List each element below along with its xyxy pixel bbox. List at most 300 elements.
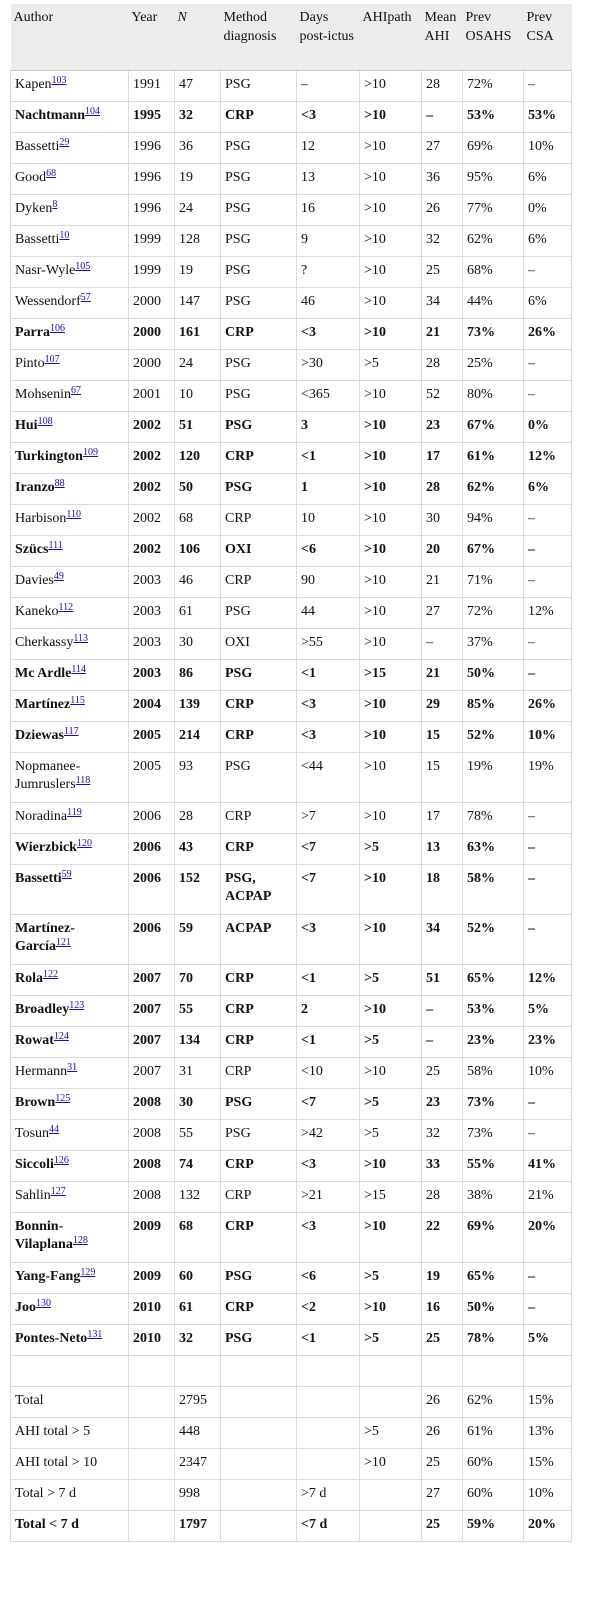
mean-ahi-cell xyxy=(422,505,463,536)
prev-osahs-text: 58% xyxy=(467,871,495,886)
reference-link[interactable]: 8 xyxy=(52,199,58,210)
method-text: CRP xyxy=(225,1002,254,1017)
reference-link[interactable]: 117 xyxy=(64,726,79,737)
prev-csa-cell xyxy=(524,865,572,915)
prev-osahs-cell xyxy=(463,996,524,1027)
days-text: <3 xyxy=(301,1219,316,1234)
n-text: 51 xyxy=(179,418,193,433)
prev-csa-cell xyxy=(524,834,572,865)
ahipath-text: >10 xyxy=(364,1002,386,1017)
method-cell xyxy=(221,1213,297,1263)
author-text: Sahlin xyxy=(15,1188,51,1203)
ahipath-cell xyxy=(360,319,422,350)
year-text: 2002 xyxy=(133,511,161,526)
days-text: – xyxy=(301,77,308,92)
prev-osahs-text: 73% xyxy=(467,1095,495,1110)
mean-ahi-cell xyxy=(422,1089,463,1120)
reference-link[interactable]: 88 xyxy=(54,478,65,489)
author-text: Szücs xyxy=(15,542,49,557)
ahipath-text: >10 xyxy=(364,232,386,247)
n-text: 30 xyxy=(179,635,193,650)
year-text: 1996 xyxy=(133,139,161,154)
prev-osahs-text: 68% xyxy=(467,263,493,278)
days-text: <1 xyxy=(301,666,316,681)
prev-csa-text: – xyxy=(528,1126,535,1141)
n-text: 50 xyxy=(179,480,193,495)
table-row xyxy=(11,691,572,722)
table-row xyxy=(11,1449,572,1480)
mean-ahi-cell xyxy=(422,381,463,412)
days-cell xyxy=(297,1356,360,1387)
reference-link[interactable]: 103 xyxy=(51,75,67,86)
mean-ahi-cell xyxy=(422,1387,463,1418)
table-row xyxy=(11,71,572,102)
author-cell xyxy=(11,1213,129,1263)
prev-csa-text: 6% xyxy=(528,170,547,185)
table-row xyxy=(11,474,572,505)
n-cell xyxy=(175,102,221,133)
mean-ahi-text: 17 xyxy=(426,449,440,464)
prev-osahs-cell xyxy=(463,1387,524,1418)
days-cell xyxy=(297,164,360,195)
reference-link[interactable]: 125 xyxy=(55,1093,71,1104)
n-cell xyxy=(175,1511,221,1542)
year-cell xyxy=(129,1027,175,1058)
reference-link[interactable]: 106 xyxy=(49,323,65,334)
year-cell xyxy=(129,1263,175,1294)
mean-ahi-text: 25 xyxy=(426,263,440,278)
method-text: PSG xyxy=(225,170,251,185)
prev-csa-text: 6% xyxy=(528,294,547,309)
prev-csa-cell xyxy=(524,1058,572,1089)
prev-csa-text: 10% xyxy=(528,1486,554,1501)
ahipath-text: >10 xyxy=(364,573,386,588)
year-cell xyxy=(129,660,175,691)
ahipath-text: >10 xyxy=(364,325,386,340)
mean-ahi-cell xyxy=(422,865,463,915)
days-cell xyxy=(297,691,360,722)
reference-link[interactable]: 128 xyxy=(72,1235,88,1246)
ahipath-text: >15 xyxy=(364,1188,386,1203)
reference-link[interactable]: 104 xyxy=(85,106,101,117)
table-row xyxy=(11,965,572,996)
mean-ahi-cell xyxy=(422,474,463,505)
prev-csa-text: – xyxy=(528,1300,535,1315)
method-text: CRP xyxy=(225,1219,254,1234)
mean-ahi-text: 15 xyxy=(426,759,440,774)
table-row xyxy=(11,865,572,915)
n-text: 70 xyxy=(179,971,193,986)
table-row xyxy=(11,1480,572,1511)
days-cell xyxy=(297,381,360,412)
table-row xyxy=(11,257,572,288)
days-cell xyxy=(297,226,360,257)
method-text: CRP xyxy=(225,511,252,526)
author-text: Yang-Fang xyxy=(15,1269,81,1284)
prev-csa-cell xyxy=(524,71,572,102)
reference-link[interactable]: 122 xyxy=(43,969,58,980)
n-text: 32 xyxy=(179,108,193,123)
n-cell xyxy=(175,1449,221,1480)
author-text: Bassetti xyxy=(15,139,60,154)
reference-link[interactable]: 118 xyxy=(75,775,91,786)
days-text: <7 xyxy=(301,1095,316,1110)
reference-link[interactable]: 131 xyxy=(87,1329,103,1340)
year-text: 1999 xyxy=(133,232,161,247)
table-row xyxy=(11,536,572,567)
prev-osahs-cell xyxy=(463,865,524,915)
n-text: 161 xyxy=(179,325,200,340)
prev-csa-cell xyxy=(524,505,572,536)
header-prev-csa: Prev CSA xyxy=(524,4,572,71)
author-text: Dziewas xyxy=(15,728,64,743)
days-text: ? xyxy=(301,263,308,278)
prev-csa-cell xyxy=(524,1182,572,1213)
author-cell xyxy=(11,1263,129,1294)
n-text: 152 xyxy=(179,871,200,886)
year-text: 1999 xyxy=(133,263,161,278)
table-row xyxy=(11,288,572,319)
ahipath-cell xyxy=(360,915,422,965)
n-text: 10 xyxy=(179,387,193,402)
prev-osahs-cell xyxy=(463,1356,524,1387)
author-text: Total xyxy=(15,1393,44,1408)
reference-link[interactable]: 119 xyxy=(67,807,82,818)
n-cell xyxy=(175,133,221,164)
ahipath-cell xyxy=(360,1151,422,1182)
mean-ahi-text: 34 xyxy=(426,294,440,309)
ahipath-cell xyxy=(360,996,422,1027)
prev-osahs-text: 65% xyxy=(467,1269,495,1284)
ahipath-cell xyxy=(360,691,422,722)
year-text: 1996 xyxy=(133,201,161,216)
prev-osahs-cell xyxy=(463,1151,524,1182)
prev-csa-text: 6% xyxy=(528,232,547,247)
year-text: 2004 xyxy=(133,697,161,712)
author-cell xyxy=(11,691,129,722)
year-text: 2005 xyxy=(133,759,161,774)
prev-osahs-cell xyxy=(463,474,524,505)
prev-osahs-cell xyxy=(463,226,524,257)
mean-ahi-text: 34 xyxy=(426,921,440,936)
reference-link[interactable]: 123 xyxy=(69,1000,85,1011)
method-cell xyxy=(221,1151,297,1182)
mean-ahi-cell xyxy=(422,1182,463,1213)
mean-ahi-cell xyxy=(422,1213,463,1263)
n-cell xyxy=(175,1294,221,1325)
year-cell xyxy=(129,1213,175,1263)
mean-ahi-cell xyxy=(422,803,463,834)
method-text: PSG xyxy=(225,1269,253,1284)
year-cell xyxy=(129,443,175,474)
table-body xyxy=(11,71,572,1542)
reference-link[interactable]: 31 xyxy=(67,1062,78,1073)
prev-osahs-cell xyxy=(463,803,524,834)
mean-ahi-text: 28 xyxy=(426,356,440,371)
ahipath-cell xyxy=(360,381,422,412)
mean-ahi-cell xyxy=(422,102,463,133)
prev-osahs-text: 69% xyxy=(467,139,493,154)
prev-osahs-text: 52% xyxy=(467,921,495,936)
days-text: <7 xyxy=(301,840,316,855)
n-cell xyxy=(175,1325,221,1356)
prev-csa-text: – xyxy=(528,840,535,855)
reference-link[interactable]: 107 xyxy=(44,354,60,365)
ahipath-cell xyxy=(360,257,422,288)
year-text: 2008 xyxy=(133,1126,161,1141)
prev-csa-text: 15% xyxy=(528,1393,554,1408)
author-text: Davies xyxy=(15,573,54,588)
author-text: Kaneko xyxy=(15,604,59,619)
prev-csa-text: 19% xyxy=(528,759,554,774)
reference-link[interactable]: 59 xyxy=(61,869,72,880)
mean-ahi-text: – xyxy=(426,1033,433,1048)
n-text: 68 xyxy=(179,1219,193,1234)
n-text: 24 xyxy=(179,201,193,216)
year-text: 2002 xyxy=(133,542,161,557)
days-cell xyxy=(297,505,360,536)
prev-csa-text: 20% xyxy=(528,1219,556,1234)
prev-csa-text: – xyxy=(528,356,535,371)
reference-link[interactable]: 10 xyxy=(59,230,70,241)
table-row xyxy=(11,1263,572,1294)
reference-link[interactable]: 124 xyxy=(53,1031,69,1042)
year-cell xyxy=(129,1058,175,1089)
author-cell xyxy=(11,350,129,381)
method-text: CRP xyxy=(225,449,254,464)
method-cell xyxy=(221,996,297,1027)
author-text: Pinto xyxy=(15,356,45,371)
author-cell xyxy=(11,226,129,257)
ahipath-text: >10 xyxy=(364,759,386,774)
mean-ahi-cell xyxy=(422,691,463,722)
reference-link[interactable]: 105 xyxy=(75,261,91,272)
mean-ahi-text: 13 xyxy=(426,840,440,855)
ahipath-cell xyxy=(360,1058,422,1089)
author-cell xyxy=(11,1356,129,1387)
reference-link[interactable]: 126 xyxy=(53,1155,69,1166)
mean-ahi-cell xyxy=(422,443,463,474)
n-text: 43 xyxy=(179,840,193,855)
method-text: PSG, ACPAP xyxy=(225,871,272,904)
author-text: Wessendorf xyxy=(15,294,81,309)
ahipath-cell xyxy=(360,629,422,660)
year-cell xyxy=(129,965,175,996)
n-text: 214 xyxy=(179,728,200,743)
table-row xyxy=(11,1120,572,1151)
reference-link[interactable]: 113 xyxy=(73,633,88,644)
ahipath-text: >10 xyxy=(364,604,386,619)
reference-link[interactable]: 121 xyxy=(55,937,71,948)
mean-ahi-cell xyxy=(422,660,463,691)
reference-link[interactable]: 68 xyxy=(46,168,57,179)
mean-ahi-cell xyxy=(422,226,463,257)
method-cell xyxy=(221,803,297,834)
prev-csa-text: – xyxy=(528,263,535,278)
method-text: PSG xyxy=(225,77,251,92)
method-text: CRP xyxy=(225,573,252,588)
ahipath-text: >10 xyxy=(364,449,386,464)
author-text: Cherkassy xyxy=(15,635,74,650)
ahipath-cell xyxy=(360,350,422,381)
n-cell xyxy=(175,1480,221,1511)
days-text: <3 xyxy=(301,1157,316,1172)
n-text: 134 xyxy=(179,1033,200,1048)
days-cell xyxy=(297,629,360,660)
reference-link[interactable]: 115 xyxy=(70,695,85,706)
days-text: >7 d xyxy=(301,1486,327,1501)
days-text: 3 xyxy=(301,418,308,433)
prev-osahs-cell xyxy=(463,691,524,722)
method-cell xyxy=(221,691,297,722)
reference-link[interactable]: 110 xyxy=(66,509,81,520)
prev-csa-text: 5% xyxy=(528,1002,549,1017)
prev-osahs-text: 58% xyxy=(467,1064,493,1079)
ahipath-cell xyxy=(360,474,422,505)
prev-csa-text: 10% xyxy=(528,1064,554,1079)
mean-ahi-text: 25 xyxy=(426,1455,440,1470)
n-text: 19 xyxy=(179,170,193,185)
n-cell xyxy=(175,660,221,691)
prev-osahs-cell xyxy=(463,1182,524,1213)
prev-osahs-text: 53% xyxy=(467,108,495,123)
reference-link[interactable]: 44 xyxy=(49,1124,60,1135)
author-text: Bassetti xyxy=(15,232,60,247)
mean-ahi-cell xyxy=(422,1449,463,1480)
prev-osahs-cell xyxy=(463,834,524,865)
author-text: Joo xyxy=(15,1300,36,1315)
prev-csa-text: 13% xyxy=(528,1424,554,1439)
n-text: 93 xyxy=(179,759,193,774)
reference-link[interactable]: 57 xyxy=(80,292,91,303)
days-cell xyxy=(297,1182,360,1213)
prev-osahs-cell xyxy=(463,1263,524,1294)
author-cell xyxy=(11,722,129,753)
reference-link[interactable]: 49 xyxy=(53,571,64,582)
method-text: CRP xyxy=(225,1033,254,1048)
prev-csa-text: 12% xyxy=(528,971,556,986)
prev-osahs-text: 37% xyxy=(467,635,493,650)
method-text: CRP xyxy=(225,1300,254,1315)
method-text: OXI xyxy=(225,542,252,557)
header-prev-osahs: Prev OSAHS xyxy=(463,4,524,71)
year-text: 2002 xyxy=(133,449,161,464)
method-text: PSG xyxy=(225,480,253,495)
prev-csa-text: – xyxy=(528,871,535,886)
prev-csa-cell xyxy=(524,536,572,567)
year-text: 2007 xyxy=(133,1033,161,1048)
ahipath-text: >10 xyxy=(364,1300,386,1315)
year-text: 2002 xyxy=(133,480,161,495)
header-row xyxy=(11,4,572,71)
method-cell xyxy=(221,71,297,102)
reference-link[interactable]: 109 xyxy=(82,447,98,458)
reference-link[interactable]: 114 xyxy=(71,664,87,675)
prev-osahs-cell xyxy=(463,915,524,965)
year-cell xyxy=(129,1089,175,1120)
prev-osahs-text: 63% xyxy=(467,840,495,855)
prev-csa-text: 0% xyxy=(528,201,547,216)
mean-ahi-text: 22 xyxy=(426,1219,440,1234)
author-text: Dyken xyxy=(15,201,53,216)
n-cell xyxy=(175,443,221,474)
prev-csa-cell xyxy=(524,1449,572,1480)
days-cell xyxy=(297,1480,360,1511)
prev-osahs-cell xyxy=(463,660,524,691)
reference-link[interactable]: 112 xyxy=(58,602,74,613)
prev-csa-cell xyxy=(524,1213,572,1263)
method-cell xyxy=(221,195,297,226)
reference-link[interactable]: 129 xyxy=(80,1267,96,1278)
author-cell xyxy=(11,915,129,965)
prev-osahs-text: 72% xyxy=(467,77,493,92)
reference-link[interactable]: 130 xyxy=(36,1298,51,1309)
author-cell xyxy=(11,71,129,102)
author-cell xyxy=(11,567,129,598)
method-text: ACPAP xyxy=(225,921,272,936)
author-cell xyxy=(11,474,129,505)
mean-ahi-cell xyxy=(422,1151,463,1182)
mean-ahi-cell xyxy=(422,1480,463,1511)
days-text: >55 xyxy=(301,635,323,650)
prev-osahs-cell xyxy=(463,629,524,660)
header-ahipath: AHIpath xyxy=(360,4,422,71)
days-text: 44 xyxy=(301,604,315,619)
prev-csa-text: 15% xyxy=(528,1455,554,1470)
year-text: 2003 xyxy=(133,635,161,650)
author-text: Tosun xyxy=(15,1126,50,1141)
reference-link[interactable]: 29 xyxy=(59,137,70,148)
reference-link[interactable]: 67 xyxy=(71,385,81,396)
ahipath-cell xyxy=(360,803,422,834)
reference-link[interactable]: 127 xyxy=(50,1186,66,1197)
ahipath-text: >10 xyxy=(364,480,386,495)
ahipath-cell xyxy=(360,505,422,536)
ahipath-text: >5 xyxy=(364,1033,379,1048)
n-cell xyxy=(175,1263,221,1294)
year-cell xyxy=(129,753,175,803)
days-text: <1 xyxy=(301,1331,316,1346)
reference-link[interactable]: 108 xyxy=(37,416,53,427)
author-text: Iranzo xyxy=(15,480,55,495)
table-row xyxy=(11,834,572,865)
year-cell xyxy=(129,1480,175,1511)
prev-csa-cell xyxy=(524,1387,572,1418)
ahipath-cell xyxy=(360,71,422,102)
author-cell xyxy=(11,598,129,629)
ahipath-text: >10 xyxy=(364,635,386,650)
table-row xyxy=(11,660,572,691)
prev-csa-text: 6% xyxy=(528,480,549,495)
year-cell xyxy=(129,226,175,257)
mean-ahi-cell xyxy=(422,319,463,350)
mean-ahi-text: 28 xyxy=(426,1188,440,1203)
mean-ahi-cell xyxy=(422,288,463,319)
method-text: CRP xyxy=(225,325,254,340)
author-text: Wierzbick xyxy=(15,840,77,855)
reference-link[interactable]: 120 xyxy=(76,838,92,849)
prev-osahs-text: 23% xyxy=(467,1033,495,1048)
method-cell xyxy=(221,660,297,691)
mean-ahi-cell xyxy=(422,965,463,996)
days-text: 10 xyxy=(301,511,315,526)
prev-osahs-text: 50% xyxy=(467,1300,495,1315)
mean-ahi-cell xyxy=(422,1325,463,1356)
ahipath-text: >10 xyxy=(364,294,386,309)
ahipath-text: >10 xyxy=(364,542,386,557)
reference-link[interactable]: 111 xyxy=(48,540,63,551)
year-text: 1991 xyxy=(133,77,161,92)
